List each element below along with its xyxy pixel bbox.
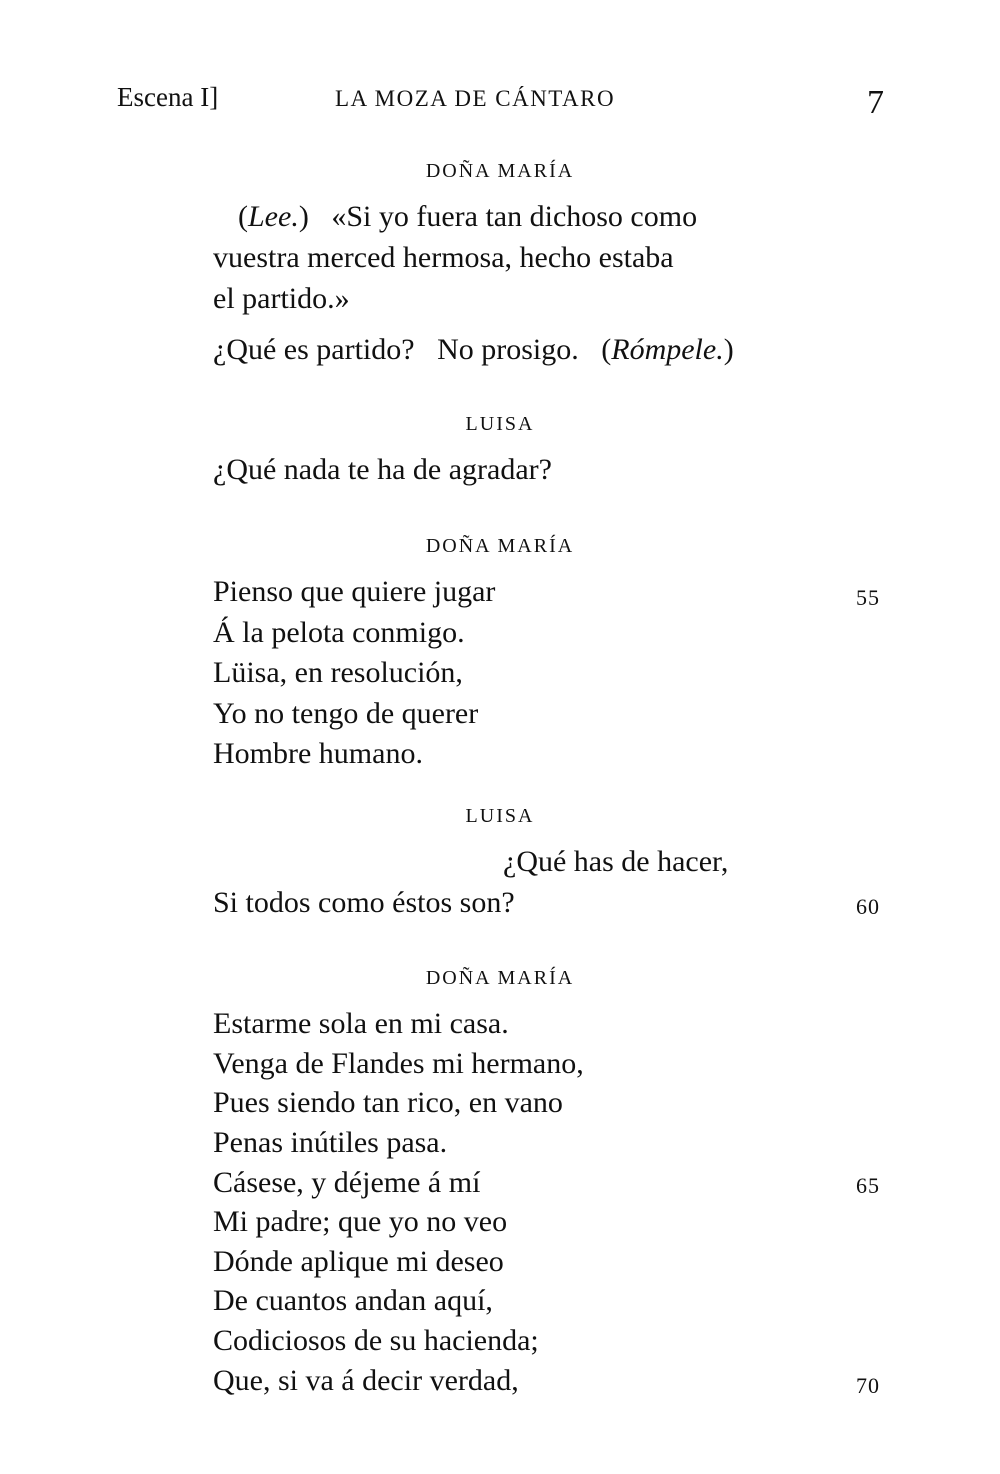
verse-line: el partido.» <box>213 282 350 315</box>
verse-line: vuestra merced hermosa, hecho estaba <box>213 241 674 274</box>
verse-line <box>238 200 697 234</box>
verse-text: ¿Qué es partido? No prosigo. <box>213 333 579 366</box>
verse-line: Dónde aplique mi deseo <box>213 1245 504 1278</box>
verse-line: ¿Qué nada te ha de agradar? <box>213 453 552 486</box>
verse-line: Pues siendo tan rico, en vano <box>213 1086 563 1119</box>
speaker-name: LUISA <box>465 413 535 435</box>
speaker-name: DOÑA MARÍA <box>425 160 575 182</box>
verse-line: Yo no tengo de querer <box>213 697 479 730</box>
speaker-name: LUISA <box>465 805 535 827</box>
verse-line: Venga de Flandes mi hermano, <box>213 1047 584 1080</box>
verse-line: De cuantos andan aquí, <box>213 1284 493 1317</box>
verse-line: Codiciosos de su hacienda; <box>213 1324 539 1357</box>
page-number: 7 <box>867 84 884 121</box>
stage-direction: Rómpele. <box>611 333 724 366</box>
line-number: 70 <box>856 1373 880 1398</box>
paren: ( <box>601 333 612 366</box>
paren: ) <box>298 200 309 233</box>
paren: ( <box>238 200 248 233</box>
verse-line: Hombre humano. <box>213 737 423 770</box>
speaker-name: DOÑA MARÍA <box>425 967 575 989</box>
line-number: 60 <box>856 894 880 919</box>
running-head-scene: Escena I] <box>117 82 219 112</box>
verse-line: Lüisa, en resolución, <box>213 656 463 689</box>
verse-line: Penas inútiles pasa. <box>213 1126 448 1159</box>
line-number: 55 <box>856 585 880 610</box>
line-number: 65 <box>856 1173 880 1198</box>
verse-line: Cásese, y déjeme á mí <box>213 1166 481 1199</box>
speaker-name: DOÑA MARÍA <box>425 535 575 557</box>
stage-direction: Lee. <box>248 200 299 233</box>
verse-line: Pienso que quiere jugar <box>213 575 496 608</box>
verse-line: Mi padre; que yo no veo <box>213 1205 508 1238</box>
running-head-title: LA MOZA DE CÁNTARO <box>335 86 616 111</box>
verse-line: Á la pelota conmigo. <box>213 616 465 649</box>
verse-line <box>213 333 734 367</box>
verse-line: Si todos como éstos son? <box>213 886 515 919</box>
verse-line: ¿Qué has de hacer, <box>503 845 729 878</box>
verse-line: Estarme sola en mi casa. <box>213 1007 509 1040</box>
verse-line: Que, si va á decir verdad, <box>213 1364 519 1397</box>
verse-text: «Si yo fuera tan dichoso como <box>331 200 698 233</box>
paren: ) <box>723 333 734 366</box>
